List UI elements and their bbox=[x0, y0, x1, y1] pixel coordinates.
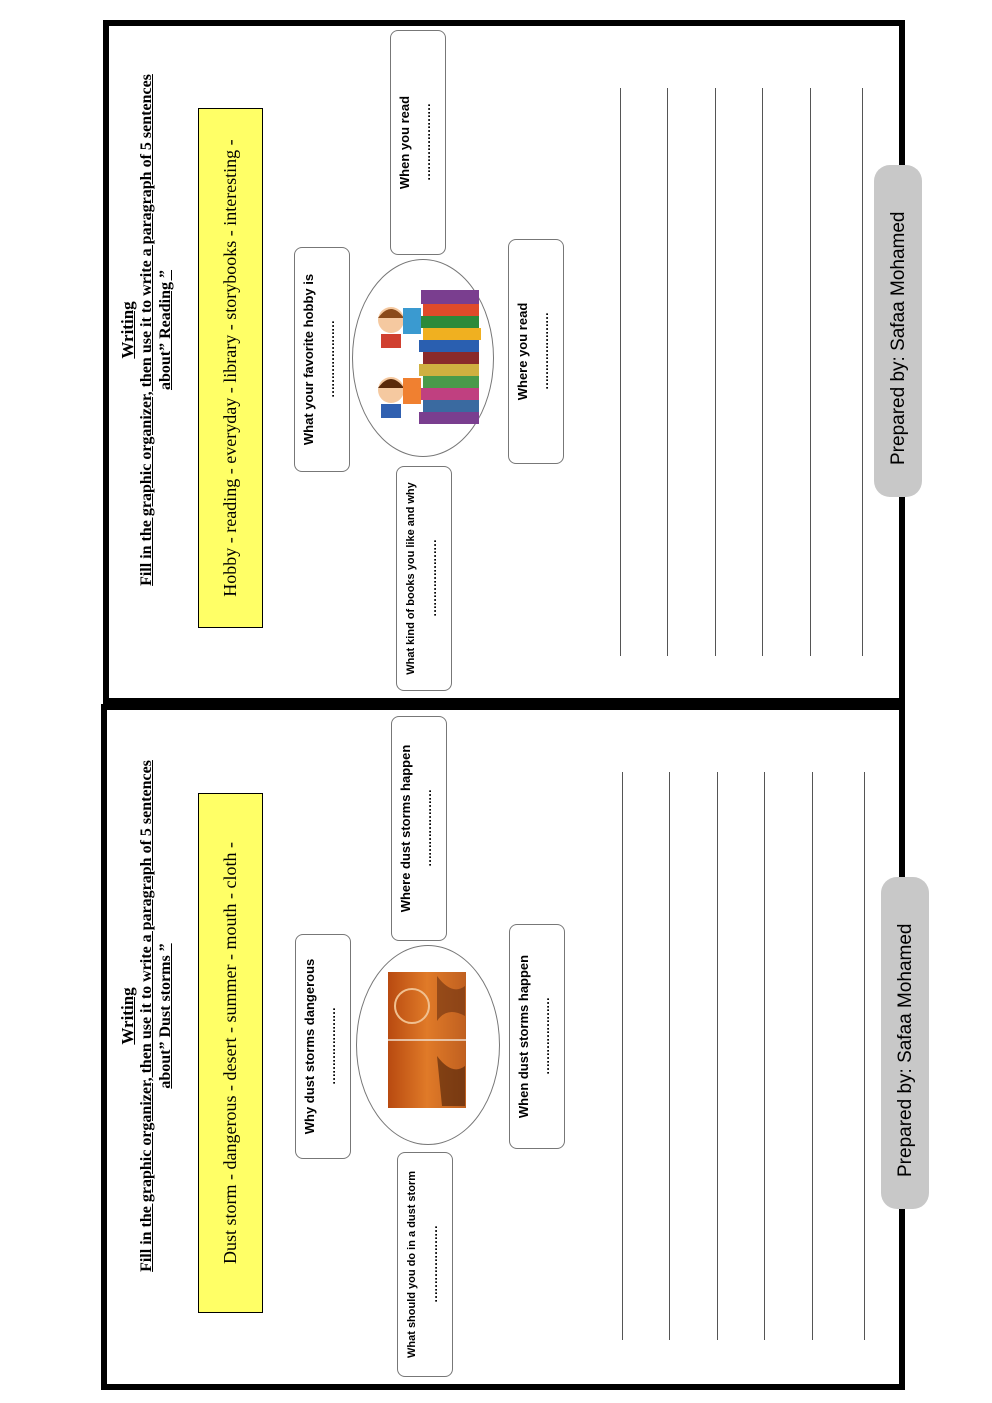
dust-storm-image bbox=[357, 946, 498, 1143]
reading-when-dots: ………………… bbox=[419, 104, 433, 181]
reading-when-prompt: When you read bbox=[397, 95, 412, 190]
reading-when-box[interactable] bbox=[390, 30, 446, 255]
reading-prepared-by-badge bbox=[874, 165, 922, 497]
reading-where-prompt: Where you read bbox=[515, 302, 530, 401]
dust-should-prompt: What should you do in a dust storm bbox=[406, 1171, 418, 1358]
reading-heading-block bbox=[118, 20, 188, 640]
reading-kind-prompt: What kind of books you like and why bbox=[405, 482, 417, 675]
dust-where-box[interactable] bbox=[391, 716, 447, 941]
reading-where-dots: ………………… bbox=[537, 313, 551, 390]
reading-writing-line bbox=[862, 88, 863, 656]
reading-hobby-prompt: What your favorite hobby is bbox=[301, 273, 316, 446]
dust-center-oval bbox=[356, 945, 500, 1145]
dust-instruction: Fill in the graphic organizer, then use it to write a paragraph of 5 sentences bbox=[138, 760, 155, 1272]
reading-writing-line bbox=[667, 88, 668, 656]
dust-when-dots: ………………… bbox=[538, 998, 552, 1075]
reading-writing-line bbox=[762, 88, 763, 656]
dust-topic: about” Dust storms ” bbox=[157, 943, 174, 1089]
dust-should-box[interactable] bbox=[397, 1152, 453, 1377]
dust-when-box[interactable] bbox=[509, 924, 565, 1149]
dust-when-prompt: When dust storms happen bbox=[516, 954, 531, 1119]
dust-writing-line bbox=[717, 772, 718, 1340]
dust-writing-line bbox=[669, 772, 670, 1340]
dust-should-dots: ………………… bbox=[426, 1226, 440, 1303]
reading-word-bank-text: Hobby - reading - everyday - library - storybooks - interesting - bbox=[220, 139, 240, 597]
reading-where-box[interactable] bbox=[508, 239, 564, 464]
reading-writing-line bbox=[715, 88, 716, 656]
reading-topic: about” Reading ” bbox=[157, 269, 174, 391]
reading-writing-line bbox=[620, 88, 621, 656]
dust-why-dots: ………………… bbox=[324, 1008, 338, 1085]
reading-kind-box[interactable] bbox=[396, 466, 452, 691]
dust-why-prompt: Why dust storms dangerous bbox=[302, 958, 317, 1135]
dust-writing-line bbox=[764, 772, 765, 1340]
reading-instruction: Fill in the graphic organizer, then use it to write a paragraph of 5 sentences bbox=[138, 74, 155, 586]
reading-hobby-dots: ………………… bbox=[323, 321, 337, 398]
dust-writing-line bbox=[812, 772, 813, 1340]
reading-title: Writing bbox=[118, 301, 137, 359]
reading-kind-dots: ………………… bbox=[425, 540, 439, 617]
dust-why-box[interactable] bbox=[295, 934, 351, 1159]
reading-writing-line bbox=[810, 88, 811, 656]
dust-prepared-by-badge bbox=[881, 877, 929, 1209]
reading-hobby-box[interactable] bbox=[294, 247, 350, 472]
dust-where-dots: ………………… bbox=[420, 790, 434, 867]
reading-prepared-by-text: Prepared by: Safaa Mohamed bbox=[888, 211, 909, 465]
dust-where-prompt: Where dust storms happen bbox=[398, 744, 413, 913]
dust-writing-line bbox=[622, 772, 623, 1340]
dust-heading-block bbox=[118, 706, 188, 1326]
dust-prepared-by-text: Prepared by: Safaa Mohamed bbox=[895, 923, 916, 1177]
reading-center-oval bbox=[352, 259, 494, 457]
dust-title: Writing bbox=[118, 987, 137, 1045]
dust-word-bank-text: Dust storm - dangerous - desert - summer - mouth - cloth - bbox=[220, 842, 240, 1264]
reading-word-bank bbox=[198, 108, 263, 628]
kids-reading-books-image bbox=[353, 260, 492, 455]
dust-writing-line bbox=[864, 772, 865, 1340]
dust-word-bank bbox=[198, 793, 263, 1313]
